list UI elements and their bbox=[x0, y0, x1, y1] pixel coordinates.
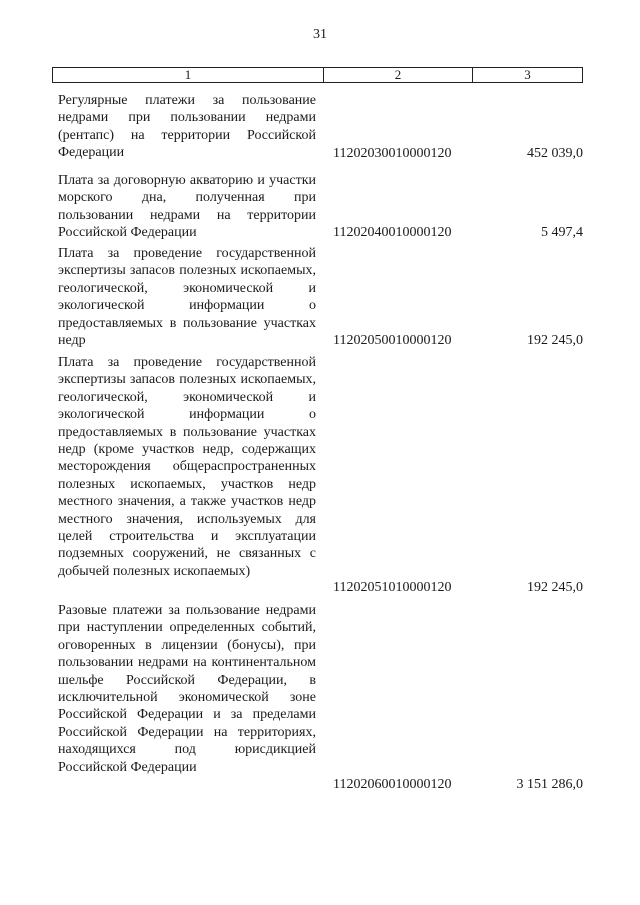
row-amount: 5 497,4 bbox=[541, 225, 583, 240]
row-amount: 3 151 286,0 bbox=[516, 777, 583, 792]
column-header-1: 1 bbox=[53, 68, 324, 82]
row-code: 11202050010000120 bbox=[333, 333, 452, 348]
row-description: Плата за проведение государственной экспертизы запасов полезных ископаемых, геологической, экономической и экологической информации о предоставляемых в пользование участках недр bbox=[58, 246, 316, 349]
column-header-2: 2 bbox=[324, 68, 473, 82]
table-row bbox=[58, 92, 583, 164]
row-description: Плата за договорную акваторию и участки морского дна, полученная при пользовании недрами на территории Российской Федерации bbox=[58, 173, 316, 241]
row-code: 11202051010000120 bbox=[333, 580, 452, 595]
row-code: 11202060010000120 bbox=[333, 777, 452, 792]
row-amount: 192 245,0 bbox=[527, 580, 583, 595]
table-row bbox=[58, 172, 583, 242]
row-description: Разовые платежи за пользование недрами при наступлении определенных событий, оговоренных в лицензии (бонусы), при пользовании недрами на континентальном шельфе Российской Федерации, в исключительной экономической зоне Российской Федерации и за пределами Российской Федерации на территориях, находящихся под юрисдикцией Российской Федерации bbox=[58, 603, 316, 775]
table-header-row bbox=[52, 67, 583, 83]
row-amount: 452 039,0 bbox=[527, 146, 583, 161]
page-number: 31 bbox=[313, 27, 327, 42]
row-description: Регулярные платежи за пользование недрами при пользовании недрами (рентапс) на территории Российской Федерации bbox=[58, 93, 316, 161]
row-amount: 192 245,0 bbox=[527, 333, 583, 348]
row-code: 11202040010000120 bbox=[333, 225, 452, 240]
row-description: Плата за проведение государственной экспертизы запасов полезных ископаемых, геологической, экономической и экологической информации о предоставляемых в пользование участках недр (кроме участков недр, содержащих месторождения общераспространенных полезных ископаемых, участков недр местного значения, а также участков недр местного значения, используемых для целей строительства и эксплуатации подземных сооружений, не связанных с добычей полезных ископаемых) bbox=[58, 355, 316, 579]
column-header-3: 3 bbox=[524, 67, 531, 82]
row-code: 11202030010000120 bbox=[333, 146, 452, 161]
table-row bbox=[58, 354, 583, 599]
table-row bbox=[58, 602, 583, 797]
table-row bbox=[58, 245, 583, 351]
